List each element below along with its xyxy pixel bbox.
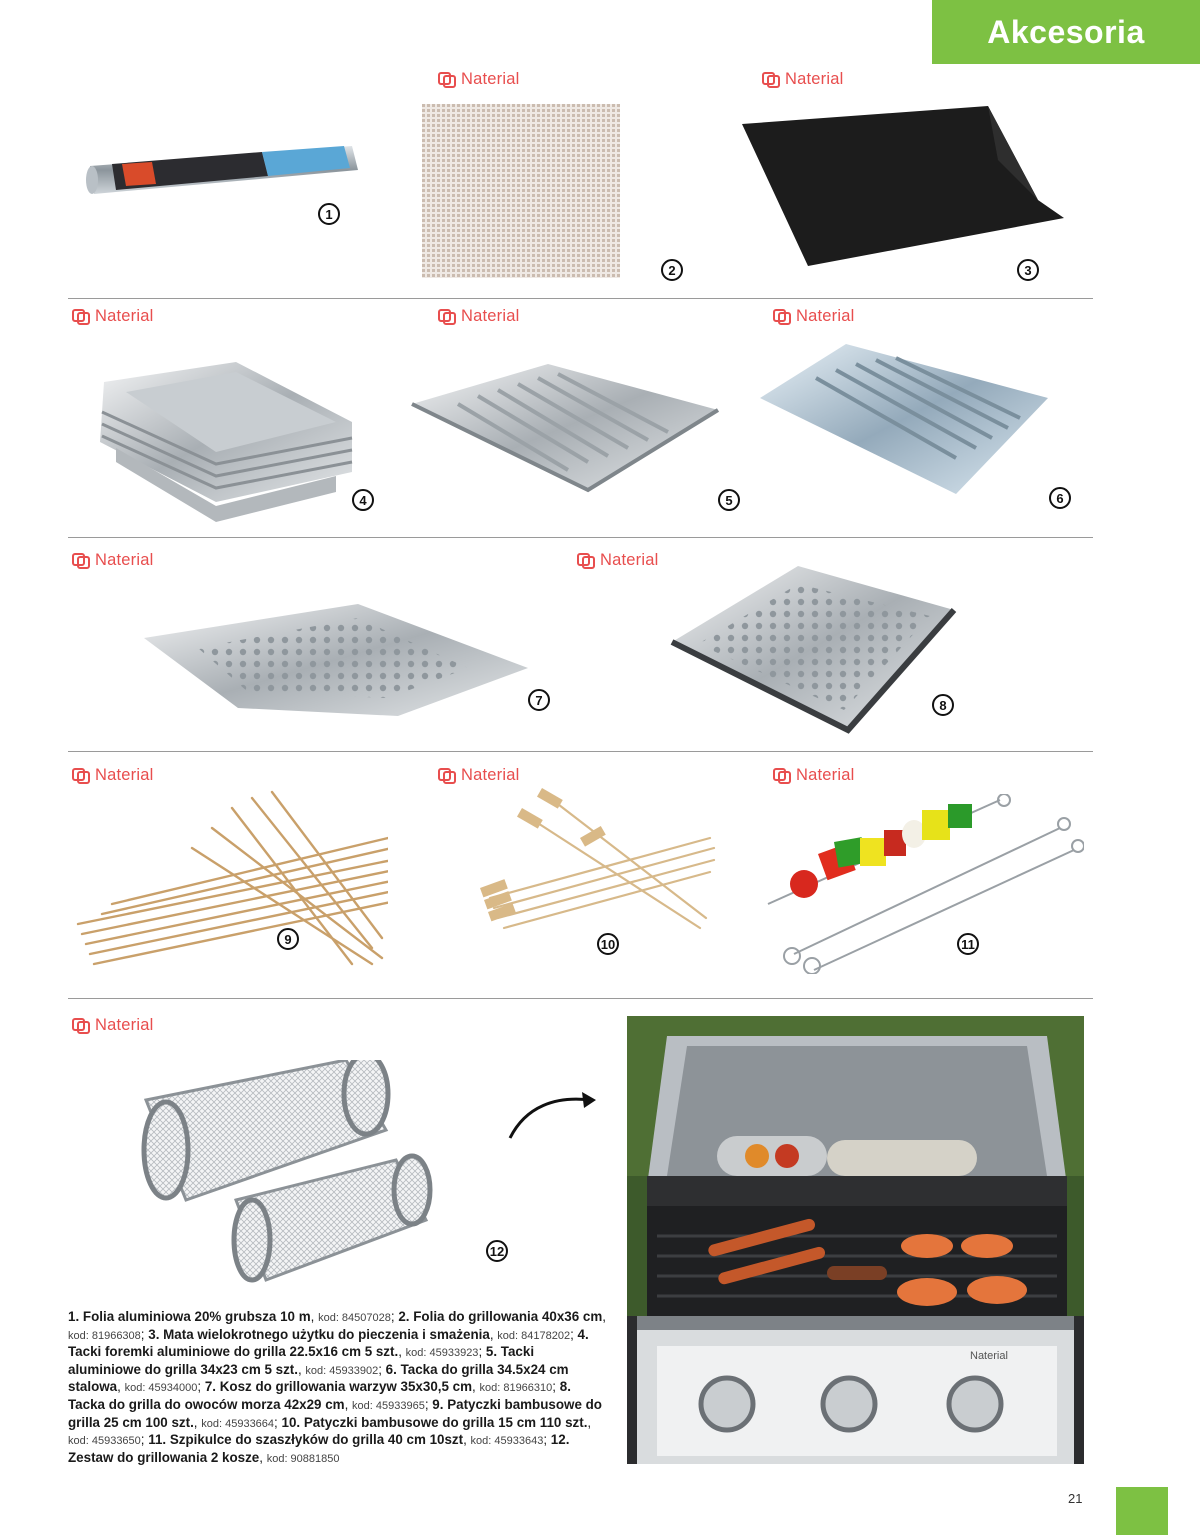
item-number-badge: 4	[352, 489, 374, 511]
grill-badge: Naterial	[970, 1350, 1008, 1362]
item-num: 5	[485, 1344, 494, 1360]
item-name: Zestaw do grillowania 2 kosze	[68, 1449, 260, 1465]
product-image-metal-skewers	[764, 794, 1084, 974]
item-num: 10	[281, 1414, 297, 1430]
product-image-foil-roll	[82, 140, 362, 200]
brand-text: Naterial	[600, 551, 659, 569]
item-name: Tacka do grilla 34.5x24 cm stalowa	[68, 1361, 569, 1395]
brand-text: Naterial	[461, 70, 520, 88]
item-number-badge: 3	[1017, 259, 1039, 281]
item-number-badge: 10	[597, 933, 619, 955]
divider	[68, 751, 1093, 752]
brand-label	[762, 70, 843, 89]
brand-logo-icon	[438, 768, 456, 784]
item-number-badge: 8	[932, 694, 954, 716]
brand-text: Naterial	[796, 307, 855, 325]
item-num: 9	[432, 1396, 440, 1412]
product-descriptions: 1. Folia aluminiowa 20% grubsza 10 m, kod: 84507028; 2. Folia do grillowania 40x36 cm, kod: 81966308; 3. Mata wielokrotnego użytku do pieczenia i smażenia, kod: 84178202; 4. Tacki foremki aluminiowe do grilla 22.5x16 cm 5 szt., kod: 45933923; 5. Tacki aluminiowe do grilla 34x23 cm 5 szt., kod: 45933902; 6. Tacka do grilla 34.5x24 cm stalowa, kod: 45934000; 7. Kosz do grillowania warzyw 35x30,5 cm, kod: 81966310; 8. Tacka do grilla do owoców morza 42x29 cm, kod: 45933965; 9. Patyczki bambusowe do grilla 25 cm 100 szt., kod: 45933664; 10. Patyczki bambusowe do grilla 15 cm 110 szt., kod: 45933650; 11. Szpikulce do szaszłyków do grilla 40 cm 10szt, kod: 45933643; 12. Zestaw do grillowania 2 kosze, kod: 90881850	[68, 1309, 606, 1465]
brand-label	[72, 1016, 153, 1035]
product-image-bamboo-skewers-25cm	[72, 788, 388, 974]
item-name: Szpikulce do szaszłyków do grilla 40 cm 10szt	[169, 1432, 464, 1448]
item-code: kod: 81966308	[68, 1329, 141, 1342]
item-num: 8	[559, 1379, 568, 1395]
brand-logo-icon	[762, 72, 780, 88]
item-code: kod: 81966310	[479, 1382, 553, 1395]
item-code: kod: 45933664	[201, 1417, 275, 1430]
section-tab: Akcesoria	[932, 0, 1200, 64]
product-image-foil-trays-stack	[96, 352, 358, 526]
item-num: 11	[148, 1432, 163, 1448]
item-number-badge: 2	[661, 259, 683, 281]
product-image-steel-grill-tray	[756, 338, 1052, 498]
item-name: Kosz do grillowania warzyw 35x30,5 cm	[219, 1379, 473, 1395]
item-name: Folia aluminiowa 20% grubsza 10 m	[82, 1309, 311, 1324]
brand-logo-icon	[577, 553, 595, 569]
brand-label	[773, 307, 854, 326]
product-image-grill-mesh	[422, 104, 620, 278]
brand-logo-icon	[773, 768, 791, 784]
brand-text: Naterial	[796, 766, 855, 784]
product-image-baking-mat	[738, 100, 1068, 270]
item-code: kod: 45933902	[305, 1364, 379, 1377]
brand-logo-icon	[438, 72, 456, 88]
item-number-badge: 11	[957, 933, 979, 955]
item-name: Patyczki bambusowe do grilla 15 cm 110 szt.	[303, 1414, 588, 1430]
item-num: 12	[550, 1432, 566, 1448]
brand-logo-icon	[72, 1018, 90, 1034]
item-code: kod: 84507028	[318, 1312, 391, 1324]
product-image-foil-grill-tray	[408, 360, 720, 494]
item-name: Folia do grillowania 40x36 cm	[413, 1309, 603, 1324]
brand-logo-icon	[438, 309, 456, 325]
item-code: kod: 45933923	[405, 1347, 479, 1360]
divider	[68, 998, 1093, 999]
product-image-grill-basket-tubes	[136, 1060, 436, 1296]
brand-label	[72, 307, 153, 326]
brand-label	[773, 766, 854, 785]
item-code: kod: 45934000	[124, 1382, 198, 1395]
item-number-badge: 7	[528, 689, 550, 711]
item-num: 2	[398, 1309, 406, 1324]
divider	[68, 298, 1093, 299]
item-name: Patyczki bambusowe do grilla 25 cm 100 szt.	[68, 1396, 602, 1430]
brand-text: Naterial	[95, 766, 154, 784]
brand-label	[438, 307, 519, 326]
item-number-badge: 9	[277, 928, 299, 950]
brand-logo-icon	[72, 768, 90, 784]
brand-logo-icon	[72, 553, 90, 569]
brand-text: Naterial	[95, 1016, 154, 1034]
divider	[68, 537, 1093, 538]
item-number-badge: 1	[318, 203, 340, 225]
brand-text: Naterial	[95, 551, 154, 569]
product-photo-grill	[627, 1016, 1084, 1464]
brand-label	[438, 70, 519, 89]
item-name: Tacki foremki aluminiowe do grilla 22.5x16 cm 5 szt.	[68, 1344, 399, 1360]
item-num: 6	[385, 1361, 394, 1377]
page-number: 21	[1068, 1491, 1083, 1506]
item-code: kod: 84178202	[497, 1329, 571, 1342]
brand-text: Naterial	[95, 307, 154, 325]
item-name: Tacki aluminiowe do grilla 34x23 cm 5 szt.	[68, 1344, 535, 1377]
product-image-seafood-tray	[668, 560, 958, 736]
item-num: 4	[577, 1326, 585, 1342]
brand-label	[577, 551, 658, 570]
brand-label	[72, 551, 153, 570]
item-name: Mata wielokrotnego użytku do pieczenia i smażenia	[163, 1326, 490, 1342]
item-number-badge: 5	[718, 489, 740, 511]
item-num: 7	[204, 1379, 213, 1395]
product-image-bamboo-paddle-skewers	[470, 778, 720, 944]
brand-logo-icon	[773, 309, 791, 325]
item-code: kod: 45933965	[352, 1399, 425, 1412]
item-code: kod: 45933650	[68, 1435, 141, 1448]
curved-arrow-icon	[506, 1086, 598, 1142]
item-code: kod: 45933643	[470, 1435, 544, 1448]
item-num: 1	[68, 1309, 76, 1324]
item-number-badge: 12	[486, 1240, 508, 1262]
brand-text: Naterial	[461, 766, 520, 784]
product-image-vegetable-basket	[138, 598, 532, 722]
brand-label	[72, 766, 153, 785]
brand-text: Naterial	[785, 70, 844, 88]
item-number-badge: 6	[1049, 487, 1071, 509]
corner-accent	[1116, 1487, 1168, 1535]
item-name: Tacka do grilla do owoców morza 42x29 cm	[68, 1396, 345, 1412]
item-code: kod: 90881850	[266, 1452, 340, 1465]
item-num: 3	[148, 1326, 156, 1342]
brand-logo-icon	[72, 309, 90, 325]
brand-text: Naterial	[461, 307, 520, 325]
